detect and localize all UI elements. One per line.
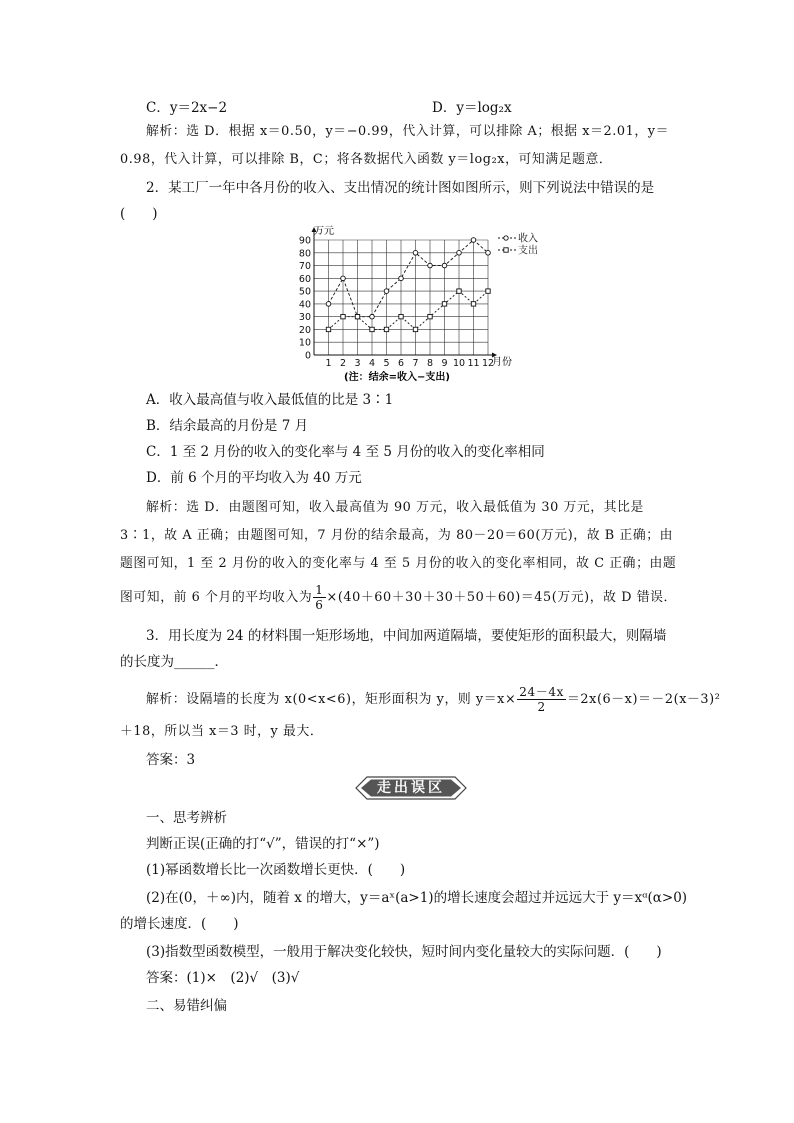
q2-fraction [313, 583, 325, 612]
q2-option-c: C．1 至 2 月份的收入的变化率与 4 至 5 月份的收入的变化率相同 [146, 444, 545, 460]
x-tick-label: 2 [339, 358, 347, 369]
expense-point [341, 314, 345, 318]
x-tick-label: 1 [325, 358, 332, 369]
expense-point [413, 327, 417, 331]
expense-point [486, 289, 490, 293]
income-point [370, 314, 375, 319]
y-tick-label: 80 [298, 248, 311, 260]
chart-series [326, 238, 490, 332]
q2-option-a: A．收入最高值与收入最低值的比是 3∶1 [146, 392, 394, 408]
section1-item2-line2: 的增长速度．( ) [120, 916, 239, 932]
section1-item3: (3)指数型函数模型，一般用于解决变化较快，短时间内变化量较大的实际问题．( ) [146, 944, 662, 960]
q2-frac-den: 6 [315, 598, 324, 612]
chart-grid [314, 240, 488, 355]
q3-analysis-line2: ＋18，所以当 x＝3 时，y 最大． [120, 724, 324, 739]
legend-label: 收入 [518, 233, 538, 245]
q3-frac-den: 2 [537, 700, 546, 714]
x-tick-label: 10 [452, 358, 466, 369]
q3-answer: 答案：3 [146, 752, 196, 768]
q1-option-d: D．y＝log₂x [432, 100, 512, 116]
y-tick-label: 50 [298, 286, 311, 298]
x-tick-label: 4 [368, 358, 376, 369]
section1-answer: 答案：(1)× (2)√ (3)√ [146, 970, 300, 986]
y-tick-label: 20 [298, 324, 311, 336]
q2-frac-num: 1 [315, 583, 324, 597]
q2-stem-line1: 2．某工厂一年中各月份的收入、支出情况的统计图如图所示，则下列说法中错误的是 [146, 180, 655, 196]
q2-analysis-line1: 解析：选 D．由题图可知，收入最高值为 90 万元，收入最低值为 30 万元，其比是 [146, 500, 644, 515]
x-tick-label: 6 [397, 358, 405, 369]
q1-analysis-line1: 解析：选 D．根据 x＝0.50，y＝−0.99，代入计算，可以排除 A；根据 x＝2.01，y＝ [146, 124, 669, 139]
y-tick-label: 10 [298, 337, 311, 349]
y-tick-label: 60 [298, 273, 311, 285]
q2-analysis-line4-prefix: 图可知，前 6 个月的平均收入为 [120, 590, 313, 605]
y-tick-label: 90 [298, 235, 311, 247]
q1-analysis-line2: 0.98，代入计算，可以排除 B，C；将各数据代入函数 y＝log₂x，可知满足题意． [120, 152, 613, 167]
y-tick-label: 0 [304, 350, 311, 362]
q2-option-b: B．结余最高的月份是 7 月 [146, 418, 309, 434]
income-point [326, 302, 331, 307]
q2-analysis-line4-suffix: ×(40＋60＋30＋30＋50＋60)＝45(万元)，故 D 错误． [326, 590, 677, 605]
expense-point [326, 327, 330, 331]
income-point [486, 250, 491, 255]
q2-stem-line2: ( ) [120, 206, 158, 222]
x-tick-label: 11 [467, 358, 480, 369]
income-point [413, 250, 418, 255]
section1-heading: 一、思考辨析 [146, 810, 227, 826]
income-point [457, 250, 462, 255]
y-tick-label: 70 [298, 261, 311, 273]
x-tick-label: 5 [383, 358, 390, 369]
expense-point [370, 327, 374, 331]
legend-label: 支出 [518, 245, 538, 257]
x-tick-label: 8 [426, 358, 434, 369]
q1-option-c: C．y＝2x−2 [146, 100, 228, 116]
income-point [384, 289, 389, 294]
section1-item2-line1: (2)在(0，＋∞)内，随着 x 的增大，y＝aˣ(a>1)的增长速度会超过并远远大于 y＝xᵅ(α>0) [146, 890, 688, 906]
y-tick-label: 40 [298, 299, 311, 311]
q2-option-d: D．前 6 个月的平均收入为 40 万元 [146, 470, 362, 486]
q3-stem-line1: 3．用长度为 24 的材料围一矩形场地，中间加两道隔墙，要使矩形的面积最大，则隔墙 [146, 628, 667, 644]
expense-point [428, 314, 432, 318]
banner-title: 走出误区 [377, 780, 445, 796]
income-point [471, 238, 476, 243]
income-point [428, 263, 433, 268]
chart-legend [498, 232, 538, 257]
expense-point [399, 314, 403, 318]
expense-point [442, 302, 446, 306]
expense-point [471, 302, 475, 306]
q3-analysis-suffix: ＝2x(6－x)＝－2(x－3)² [566, 692, 721, 707]
q3-fraction [517, 685, 566, 714]
q3-stem-line2: 的长度为______． [120, 654, 228, 670]
x-tick-label: 12 [481, 358, 495, 369]
series-line-expense [329, 291, 489, 329]
q3-frac-num: 24－4x [519, 685, 564, 699]
q2-analysis-line3: 题图可知，1 至 2 月份的收入的变化率与 4 至 5 月份的收入的变化率相同，故 C 正确；由题 [120, 556, 677, 571]
chart-axes [312, 227, 498, 358]
x-tick-label: 9 [441, 358, 448, 369]
q2-analysis-line2: 3∶1，故 A 正确；由题图可知，7 月份的结余最高，为 80－20＝60(万元)，故 B 正确；由 [120, 528, 674, 543]
income-point [442, 263, 447, 268]
expense-point [355, 314, 359, 318]
q3-analysis-line1 [146, 682, 721, 718]
section1-instruction: 判断正误(正确的打“√”，错误的打“×”) [146, 836, 380, 852]
y-tick-label: 30 [298, 312, 311, 324]
chart-ylabel: 万元 [314, 226, 334, 237]
q2-analysis-line4 [120, 582, 677, 614]
income-point [399, 276, 404, 281]
section1-item1: (1)幂函数增长比一次函数增长更快．( ) [146, 862, 406, 878]
chart-xlabel: 月份 [492, 357, 512, 368]
section2-heading: 二、易错纠偏 [146, 998, 227, 1014]
legend-marker-square [504, 248, 508, 252]
expense-point [384, 327, 388, 331]
expense-point [457, 289, 461, 293]
income-point [341, 276, 346, 281]
x-tick-label: 7 [412, 358, 419, 369]
x-tick-label: 3 [354, 358, 361, 369]
q3-analysis-prefix: 解析：设隔墙的长度为 x(0<x<6)，矩形面积为 y，则 y＝x× [146, 692, 517, 707]
section-banner [355, 776, 467, 800]
income-expense-chart [284, 224, 544, 386]
chart-note: (注：结余=收入−支出) [344, 372, 450, 383]
legend-marker-circle [504, 236, 508, 240]
